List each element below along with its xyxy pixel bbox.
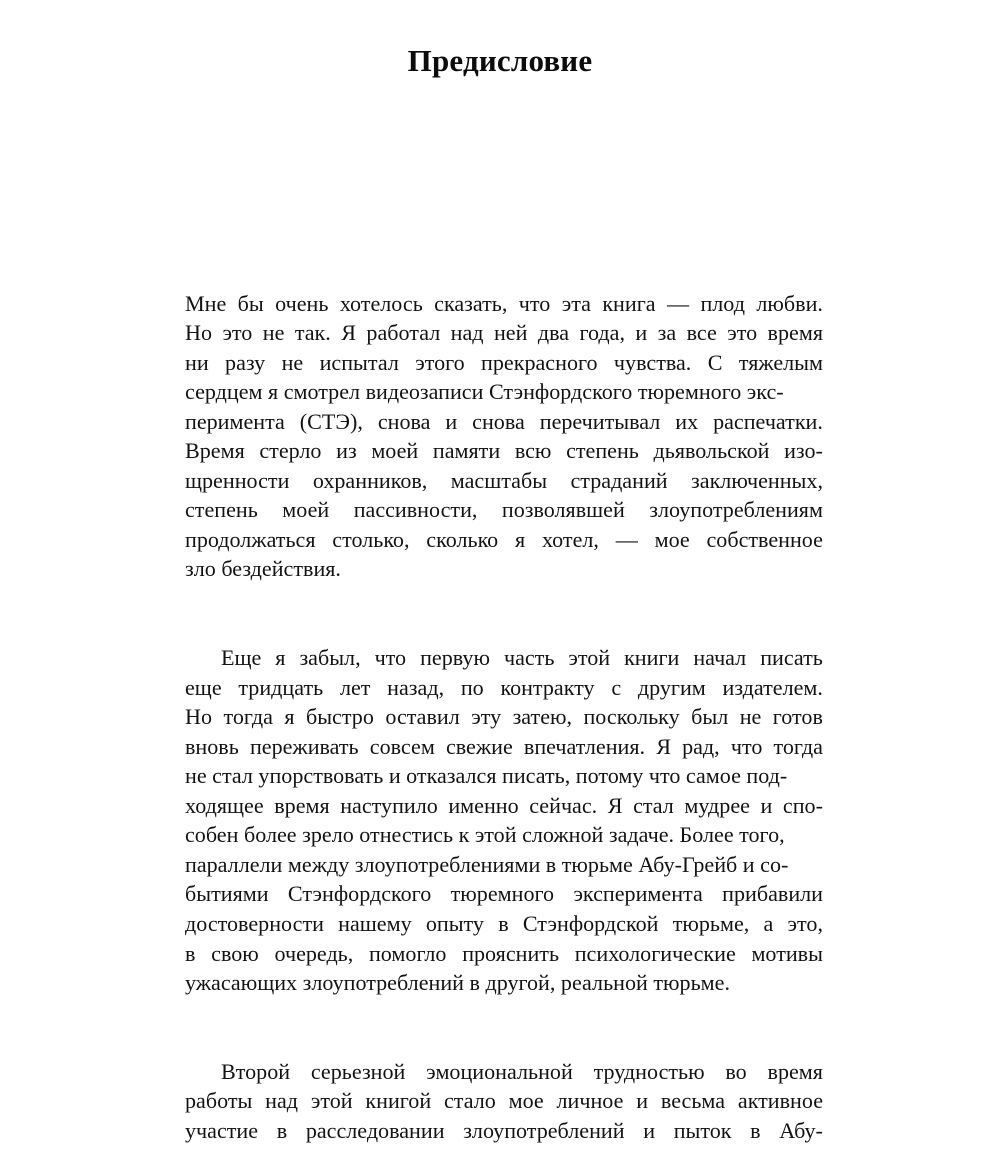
text-word: (СТЭ), (299, 408, 363, 434)
text-word: затею, (512, 704, 573, 730)
text-word: ней (493, 320, 528, 346)
text-word: поскольку (583, 704, 680, 730)
text-word: этого (415, 349, 465, 375)
text-word: стерло (259, 438, 322, 464)
text-word: сказать, (434, 290, 508, 316)
text-word: Мне (185, 290, 227, 316)
text-word: над (265, 1088, 299, 1114)
text-word: в (185, 940, 196, 966)
text-word: эмоциональной (426, 1058, 573, 1084)
text-word: в (498, 911, 509, 937)
text-word: Абу- (779, 1117, 823, 1143)
text-word: и (636, 1088, 649, 1114)
text-word: первую (420, 645, 490, 671)
text-word: Стэнфордской (522, 911, 659, 937)
text-word: психологические (574, 940, 736, 966)
text-word: из (336, 438, 357, 464)
text-word: впечатления. (523, 733, 646, 759)
text-word: любви. (756, 290, 823, 316)
text-word: быстро (305, 704, 374, 730)
text-word: я (284, 704, 295, 730)
text-word: и (635, 320, 648, 346)
text-word: прибавили (722, 881, 823, 907)
text-line (185, 407, 823, 437)
text-word: дьявольской (653, 438, 770, 464)
text-word: стало (443, 1088, 496, 1114)
text-word: злоупотреблениям (649, 497, 823, 523)
text-word: тридцать (238, 674, 324, 700)
text-word: С (707, 349, 723, 375)
text-word: Я (341, 320, 356, 346)
text-word: рад, (682, 733, 720, 759)
text-word: два (537, 320, 570, 346)
text-word: был (691, 704, 729, 730)
text-word: переживать (249, 733, 359, 759)
text-line: собен более зрело отнестись к этой сложной задаче. Более того, (185, 822, 785, 848)
text-word: с (611, 674, 622, 700)
text-word: во (725, 1058, 747, 1084)
text-word: еще (185, 674, 222, 700)
text-word: прояснить (462, 940, 560, 966)
text-word: я (275, 645, 286, 671)
text-word: ни (185, 349, 209, 375)
text-word: не (739, 704, 762, 730)
text-line (185, 525, 823, 555)
text-word: испытал (319, 349, 399, 375)
text-word: памяти (432, 438, 501, 464)
paragraph-1 (185, 259, 823, 614)
text-word: эта (561, 290, 591, 316)
text-word: совсем (369, 733, 435, 759)
text-word: очень (275, 290, 329, 316)
text-word: этой (568, 645, 611, 671)
text-word: моей (371, 438, 419, 464)
text-word: другим (637, 674, 706, 700)
text-word: тяжелым (738, 349, 823, 375)
text-line (185, 1116, 823, 1146)
text-word: назад, (387, 674, 445, 700)
text-word: — (666, 290, 690, 316)
text-word: время (274, 792, 330, 818)
text-word: всю (514, 438, 552, 464)
text-word: в (750, 1117, 761, 1143)
text-line: зло бездействия. (185, 556, 341, 582)
text-word: заключенных, (691, 467, 823, 493)
text-word: снова (377, 408, 431, 434)
text-word: все (686, 320, 717, 346)
text-word: очередь, (274, 940, 354, 966)
text-word: плод (700, 290, 745, 316)
text-word: книга (602, 290, 656, 316)
text-word: — (615, 526, 638, 552)
text-word: тогда (223, 704, 273, 730)
text-word: я (515, 526, 526, 552)
text-word: забыл, (299, 645, 361, 671)
text-word: в (276, 1117, 288, 1143)
text-word: позволявшей (501, 497, 625, 523)
text-word: часть (503, 645, 555, 671)
text-word: бы (237, 290, 264, 316)
body-text-block (185, 259, 823, 1175)
text-word: Я (607, 792, 623, 818)
text-line: сердцем я смотрел видеозаписи Стэнфордского тюремного экс- (185, 379, 784, 405)
text-line (185, 732, 823, 762)
text-line (185, 1086, 823, 1116)
page-title: Предисловие (407, 42, 593, 78)
text-word: по (460, 674, 484, 700)
text-line: параллели между злоупотреблениями в тюрьме Абу-Грейб и со- (185, 851, 789, 877)
text-word: хотел, (541, 526, 599, 552)
text-word: что (518, 290, 551, 316)
text-word: контракту (500, 674, 595, 700)
text-word: продолжаться (185, 526, 316, 552)
text-word: оставил (385, 704, 460, 730)
text-line: не стал упорствовать и отказался писать, потому что самое под- (185, 763, 788, 789)
text-word: эксперимента (573, 881, 703, 907)
text-word: эту (471, 704, 502, 730)
text-word: достоверности (185, 911, 324, 937)
text-word: снова (472, 408, 525, 434)
text-word: готов (772, 704, 823, 730)
text-word: трудностью (593, 1058, 705, 1084)
text-line (185, 673, 823, 703)
text-word: писать (760, 645, 823, 671)
text-word: их (675, 408, 699, 434)
text-line: ужасающих злоупотреблений в другой, реальной тюрьме. (185, 970, 730, 996)
text-word: активное (737, 1088, 823, 1114)
text-word: злоупотреблений (463, 1117, 625, 1143)
text-word: издателем. (722, 674, 823, 700)
text-line (185, 495, 823, 525)
text-word: что (374, 645, 407, 671)
text-word: ходящее (185, 792, 264, 818)
text-line (185, 791, 823, 821)
text-word: разу (225, 349, 266, 375)
text-word: бытиями (185, 881, 269, 907)
text-word: так. (294, 320, 331, 346)
text-word: весьма (660, 1088, 726, 1114)
text-word: над (450, 320, 484, 346)
text-word: пыток (673, 1117, 732, 1143)
text-word: степень (185, 497, 258, 523)
text-word: лет (339, 674, 371, 700)
text-word: мудрее (684, 792, 750, 818)
paragraph-2 (185, 614, 823, 1028)
text-word: сколько (426, 526, 499, 552)
text-word: книги (624, 645, 680, 671)
text-word: Но (185, 320, 213, 346)
text-word: года, (579, 320, 625, 346)
text-word: хотелось (339, 290, 423, 316)
text-word: охранников, (312, 467, 428, 493)
text-word: личное (556, 1088, 624, 1114)
text-word: Но (185, 704, 213, 730)
text-word: наступило (340, 792, 438, 818)
text-line (185, 318, 823, 348)
text-word: сейчас. (529, 792, 598, 818)
text-word: Я (656, 733, 671, 759)
text-line (185, 702, 823, 732)
text-word: тюремного (450, 881, 555, 907)
text-word: время (767, 320, 823, 346)
paragraph-3 (185, 1027, 823, 1175)
text-word: работы (185, 1088, 253, 1114)
text-word: нашему (338, 911, 412, 937)
text-word: спо- (782, 792, 823, 818)
text-word: перечитывал (539, 408, 661, 434)
text-word: степень (566, 438, 639, 464)
text-word: мотивы (751, 940, 823, 966)
text-line (185, 289, 823, 319)
text-word: опыту (425, 911, 484, 937)
text-word: участие (185, 1117, 259, 1143)
text-word: мое (508, 1088, 544, 1114)
text-word: это (222, 320, 253, 346)
text-word: распечатки. (713, 408, 823, 434)
text-word: именно (448, 792, 519, 818)
text-word: столько, (332, 526, 410, 552)
text-word: за (657, 320, 677, 346)
text-word: не (262, 320, 285, 346)
text-word: тогда (773, 733, 823, 759)
text-word: что (730, 733, 763, 759)
text-word: изо- (784, 438, 823, 464)
text-word: свою (211, 940, 259, 966)
text-word: пассивности, (353, 497, 478, 523)
text-word: и (760, 792, 773, 818)
text-line (185, 939, 823, 969)
text-line (185, 879, 823, 909)
text-word: чувства. (613, 349, 692, 375)
text-word: расследовании (305, 1117, 445, 1143)
text-line (185, 466, 823, 496)
text-line (185, 909, 823, 939)
text-word: работал (366, 320, 441, 346)
text-word: масштабы (450, 467, 548, 493)
text-word: перимента (185, 408, 285, 434)
text-line (185, 348, 823, 378)
text-word: тюрьме, (672, 911, 750, 937)
text-word: это (727, 320, 758, 346)
text-word: собственное (706, 526, 823, 552)
text-word: моей (282, 497, 330, 523)
text-word: книгой (365, 1088, 432, 1114)
text-word: это, (787, 911, 823, 937)
text-word: мое (654, 526, 690, 552)
text-word: и (445, 408, 458, 434)
text-word: вновь (185, 733, 239, 759)
text-word: и (643, 1117, 656, 1143)
text-line (185, 436, 823, 466)
text-word: серьезной (310, 1058, 406, 1084)
text-word: время (767, 1058, 823, 1084)
text-word: этой (310, 1088, 353, 1114)
text-word: прекрасного (481, 349, 598, 375)
text-word: щренности (185, 467, 290, 493)
text-line (185, 643, 823, 673)
text-line (185, 1057, 823, 1087)
text-word: свежие (445, 733, 513, 759)
text-word: а (763, 911, 774, 937)
text-word: Время (185, 438, 245, 464)
text-word: не (281, 349, 304, 375)
text-word: Второй (221, 1058, 291, 1084)
text-word: Стэнфордского (287, 881, 432, 907)
text-word: помогло (368, 940, 447, 966)
text-word: начал (693, 645, 747, 671)
text-word: страданий (570, 467, 668, 493)
text-word: Еще (221, 645, 262, 671)
text-word: стал (633, 792, 674, 818)
